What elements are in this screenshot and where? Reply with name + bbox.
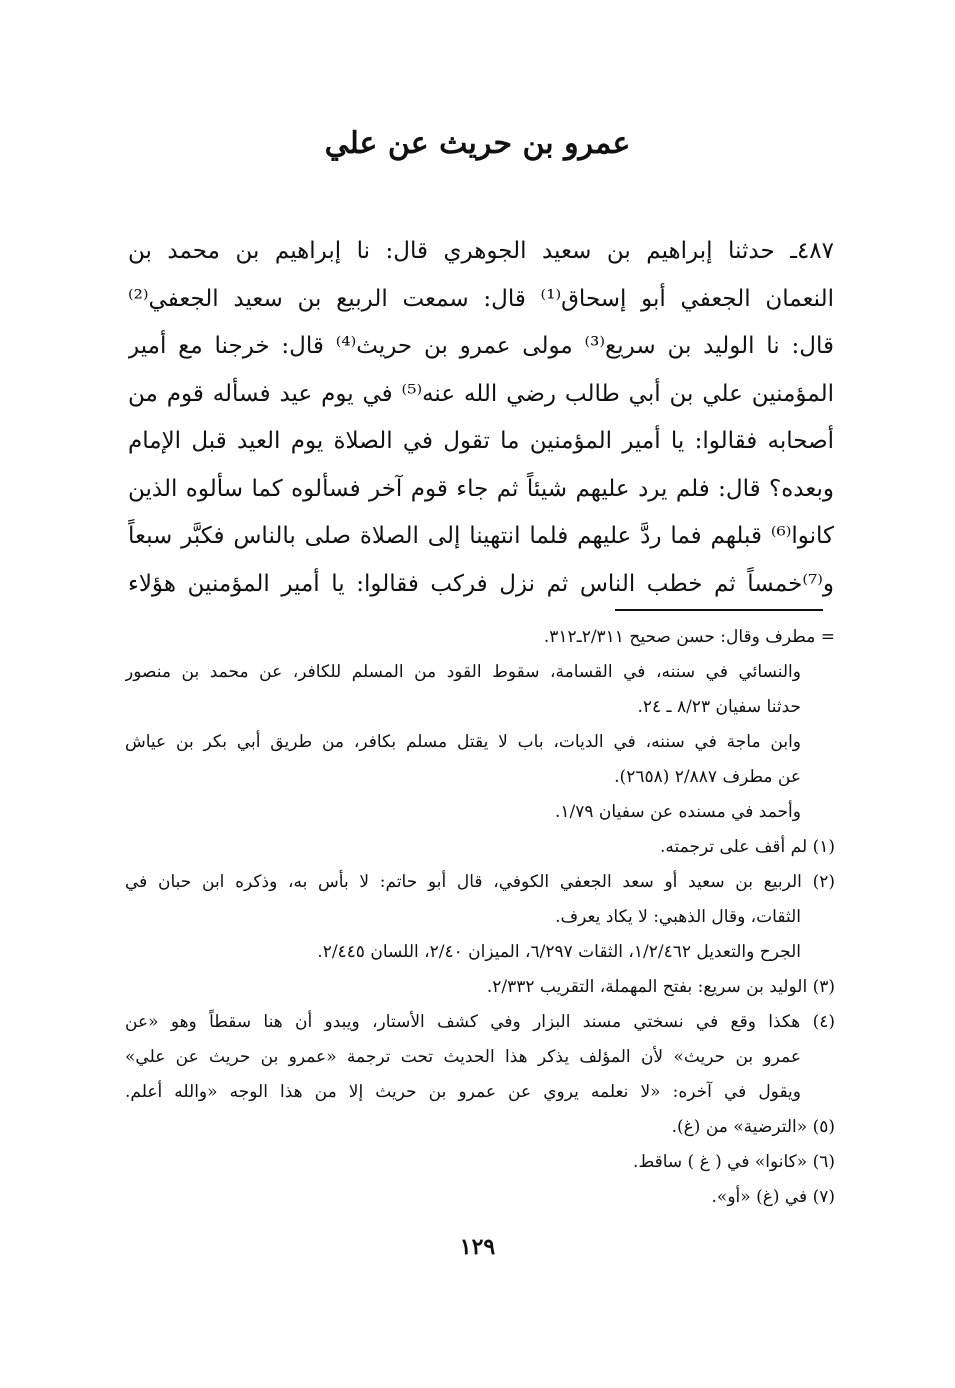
footnote-line: وأحمد في مسنده عن سفيان ١/٧٩. — [555, 802, 801, 822]
text-line: ٤٨٧ـ حدثنا إبراهيم بن سعيد الجوهري قال: نا إبراهيم بن محمد بن — [128, 238, 834, 264]
footnote-line: (٦) «كانوا» في ( غ ) ساقط. — [633, 1152, 835, 1172]
text-line: النعمان الجعفي أبو إسحاق⁽¹⁾ قال: سمعت الربيع بن سعيد الجعفي⁽²⁾ — [128, 285, 834, 312]
footnote-line: عمرو بن حريث» لأن المؤلف يذكر هذا الحديث تحت ترجمة «عمرو بن حريث عن علي» — [125, 1047, 801, 1067]
footnote-line: (٧) في (غ) «أو». — [711, 1187, 835, 1207]
footnote-line: الجرح والتعديل ١/٢/٤٦٢، الثقات ٦/٢٩٧، الميزان ٢/٤٠، اللسان ٢/٤٤٥. — [317, 942, 801, 962]
text-line: أصحابه فقالوا: يا أمير المؤمنين ما تقول في الصلاة يوم العيد قبل الإمام — [128, 428, 834, 454]
page-heading: عمرو بن حريث عن علي — [324, 126, 631, 161]
text-line: وبعده؟ قال: فلم يرد عليهم شيئاً ثم جاء قوم آخر فسألوه كما سألوه الذين — [128, 475, 834, 502]
page-number: ١٢٩ — [459, 1234, 496, 1260]
footnote-line: الثقات، وقال الذهبي: لا يكاد يعرف. — [555, 907, 801, 927]
footnote-line: (٣) الوليد بن سريع: بفتح المهملة، التقريب ٢/٣٣٢. — [486, 977, 835, 997]
hadith-text — [128, 228, 834, 608]
footnote-separator — [615, 609, 823, 611]
text-line: و⁽⁷⁾خمساً ثم خطب الناس ثم نزل فركب فقالوا: يا أمير المؤمنين هؤلاء — [128, 570, 834, 597]
footnote-line: عن مطرف ٢/٨٨٧ (٢٦٥٨). — [614, 767, 801, 787]
text-line: المؤمنين علي بن أبي طالب رضي الله عنه⁽⁵⁾ في يوم عيد فسأله قوم من — [128, 380, 834, 407]
footnote-line: حدثنا سفيان ٨/٢٣ ـ ٢٤. — [637, 697, 801, 717]
footnote-line: والنسائي في سننه، في القسامة، سقوط القود من المسلم للكافر، عن محمد بن منصور — [125, 662, 801, 682]
footnote-line: وابن ماجة في سننه، في الديات، باب لا يقتل مسلم بكافر، من طريق أبي بكر بن عياش — [125, 732, 801, 752]
text-line: كانوا⁽⁶⁾ قبلهم فما ردَّ عليهم فلما انتهينا إلى الصلاة صلى بالناس فكبَّر سبعاً — [128, 523, 834, 549]
footnote-line: = مطرف وقال: حسن صحيح ٢/٣١١ـ٣١٢. — [543, 627, 835, 647]
text-line: قال: نا الوليد بن سريع⁽³⁾ مولى عمرو بن حريث⁽⁴⁾ قال: خرجنا مع أمير — [128, 333, 834, 359]
footnotes — [125, 620, 835, 1215]
footnote-line: (٤) هكذا وقع في نسختي مسند البزار وفي كشف الأستار، ويبدو أن هنا سقطاً وهو «عن — [125, 1012, 835, 1032]
footnote-line: ويقول في آخره: «لا نعلمه يروي عن عمرو بن حريث إلا من هذا الوجه «والله أعلم. — [125, 1082, 801, 1102]
footnote-line: (٥) «الترضية» من (غ). — [671, 1117, 835, 1137]
footnote-line: (٢) الربيع بن سعيد أو سعد الجعفي الكوفي، قال أبو حاتم: لا بأس به، وذكره ابن حبان في — [125, 872, 835, 892]
footnote-line: (١) لم أقف على ترجمته. — [659, 837, 835, 857]
